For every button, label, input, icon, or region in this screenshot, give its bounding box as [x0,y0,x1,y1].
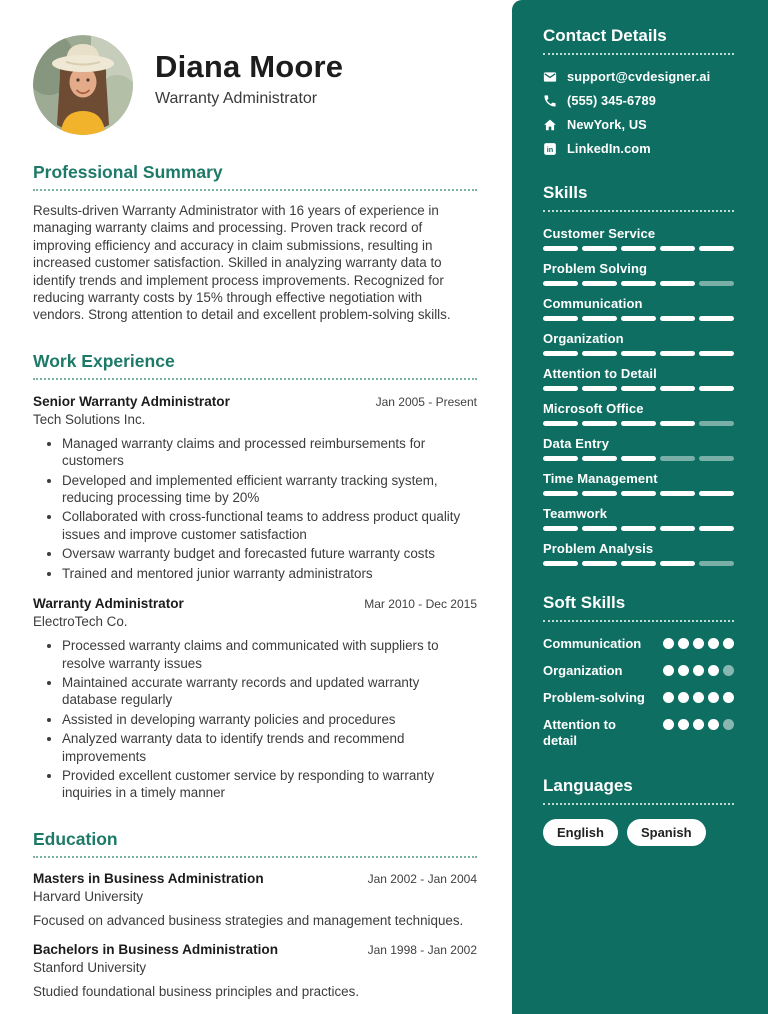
job-bullet: • Analyzed warranty data to identify trends and recommend improvements [62,730,477,765]
section-summary [33,162,477,324]
job-company: ElectroTech Co. [33,614,128,630]
languages-heading: Languages [543,776,734,805]
profile-header [33,35,477,135]
linkedin-icon [543,142,557,156]
soft-skill-dots [663,717,734,749]
skill-row [543,506,734,531]
section-education [33,829,477,1001]
job-title: Senior Warranty Administrator [33,393,230,409]
skill-level-bar [543,281,734,286]
skill-label: Problem Analysis [543,541,654,556]
job-bullets [33,637,477,802]
job-company: Tech Solutions Inc. [33,411,146,427]
skill-label: Data Entry [543,436,610,451]
summary-text: Results-driven Warranty Administrator with 16 years of experience in managing warranty claims and processing. Proven track record of improving efficiency and accuracy in claim submissions, resulting in increased customer satisfaction. Skilled in analyzing warranty data to identify trends and implement process improvements. Recognized for reducing warranty costs by 15% through effective negotiation with vendors. Strong attention to detail and excellent problem-solving skills. [33,203,451,323]
skill-label: Problem Solving [543,261,648,276]
skill-level-bar [543,456,734,461]
job-bullet: • Maintained accurate warranty records and updated warranty database regularly [62,674,477,709]
skill-level-bar [543,246,734,251]
skill-level-bar [543,491,734,496]
job-entry [33,595,477,802]
sidebar-section-skills [543,183,734,566]
skill-level-bar [543,526,734,531]
education-entry [33,941,477,1000]
skill-row [543,471,734,496]
sidebar-section-languages [543,776,734,846]
home-icon [543,118,557,132]
degree-dates: Jan 1998 - Jan 2002 [367,943,477,958]
job-bullet: • Processed warranty claims and communicated with suppliers to resolve warranty issues [62,637,477,672]
sidebar [512,0,768,1014]
skill-label: Time Management [543,471,658,486]
soft-skill-label: Attention to detail [543,717,616,748]
soft-skills-heading: Soft Skills [543,593,734,622]
experience-heading: Work Experience [33,351,477,380]
sidebar-section-soft-skills [543,593,734,749]
job-bullet: • Developed and implemented efficient warranty tracking system, reducing processing time by 20% [62,472,477,507]
education-note: Studied foundational business principles and practices. [33,984,360,1000]
contact-item-location [543,117,734,132]
soft-skill-row [543,717,734,749]
skill-row [543,436,734,461]
education-header [33,941,477,958]
soft-skill-label: Organization [543,663,623,678]
education-entry [33,870,477,929]
education-header [33,870,477,887]
contact-item-email [543,69,734,84]
skill-row [543,261,734,286]
skill-row [543,401,734,426]
job-bullet: • Provided excellent customer service by responding to warranty inquiries in a timely manner [62,767,477,802]
education-heading: Education [33,829,477,858]
language-pills [543,819,734,846]
summary-heading: Professional Summary [33,162,477,191]
job-bullets [33,435,477,582]
soft-skill-dots [663,663,734,679]
degree-title: Bachelors in Business Administration [33,942,278,958]
skill-label: Teamwork [543,506,608,521]
job-bullet: • Managed warranty claims and processed reimbursements for customers [62,435,477,470]
job-header [33,393,477,410]
job-title: Warranty Administrator [33,596,184,612]
soft-skill-label: Problem-solving [543,690,645,705]
job-bullet: • Trained and mentored junior warranty administrators [62,565,477,582]
skills-heading: Skills [543,183,734,212]
skill-label: Organization [543,331,624,346]
person-title: Warranty Administrator [155,90,318,107]
job-header [33,595,477,612]
skill-label: Microsoft Office [543,401,644,416]
skill-level-bar [543,561,734,566]
job-dates: Jan 2005 - Present [375,394,477,409]
sidebar-section-contact [543,26,734,156]
language-pill: English [543,819,618,846]
contact-location-text: NewYork, US [567,117,647,132]
skill-row [543,541,734,566]
soft-skill-row [543,663,734,679]
school-name: Stanford University [33,960,147,976]
section-experience [33,351,477,802]
skill-row [543,366,734,391]
skill-label: Attention to Detail [543,366,657,381]
soft-skill-dots [663,636,734,652]
job-bullet: • Collaborated with cross-functional teams to address product quality issues and improve customer satisfaction [62,508,477,543]
skill-row [543,226,734,251]
phone-icon [543,94,557,108]
svg-text:in: in [546,144,554,154]
envelope-icon [543,70,557,84]
education-note: Focused on advanced business strategies and management techniques. [33,912,464,928]
soft-skill-dots [663,690,734,706]
soft-skill-row [543,690,734,706]
soft-skill-label: Communication [543,636,642,651]
contact-linkedin-text: LinkedIn.com [567,141,651,156]
contact-phone-text: (555) 345-6789 [567,93,656,108]
name-block [155,35,343,108]
job-dates: Mar 2010 - Dec 2015 [364,597,477,612]
contact-item-linkedin [543,141,734,156]
job-entry [33,393,477,582]
contact-heading: Contact Details [543,26,734,55]
job-bullet: • Assisted in developing warranty policies and procedures [62,711,477,728]
skill-label: Communication [543,296,643,311]
skill-level-bar [543,386,734,391]
language-pill: Spanish [627,819,706,846]
skill-row [543,331,734,356]
profile-photo [33,35,133,135]
degree-title: Masters in Business Administration [33,870,264,886]
degree-dates: Jan 2002 - Jan 2004 [367,871,477,886]
skill-row [543,296,734,321]
school-name: Harvard University [33,888,144,904]
job-bullet: • Oversaw warranty budget and forecasted future warranty costs [62,545,477,562]
skill-level-bar [543,316,734,321]
contact-item-phone [543,93,734,108]
person-name: Diana Moore [155,49,344,84]
soft-skill-row [543,636,734,652]
contact-email-text: support@cvdesigner.ai [567,69,711,84]
profile-photo-illustration [33,35,133,135]
skill-level-bar [543,421,734,426]
skill-level-bar [543,351,734,356]
skill-label: Customer Service [543,226,656,241]
